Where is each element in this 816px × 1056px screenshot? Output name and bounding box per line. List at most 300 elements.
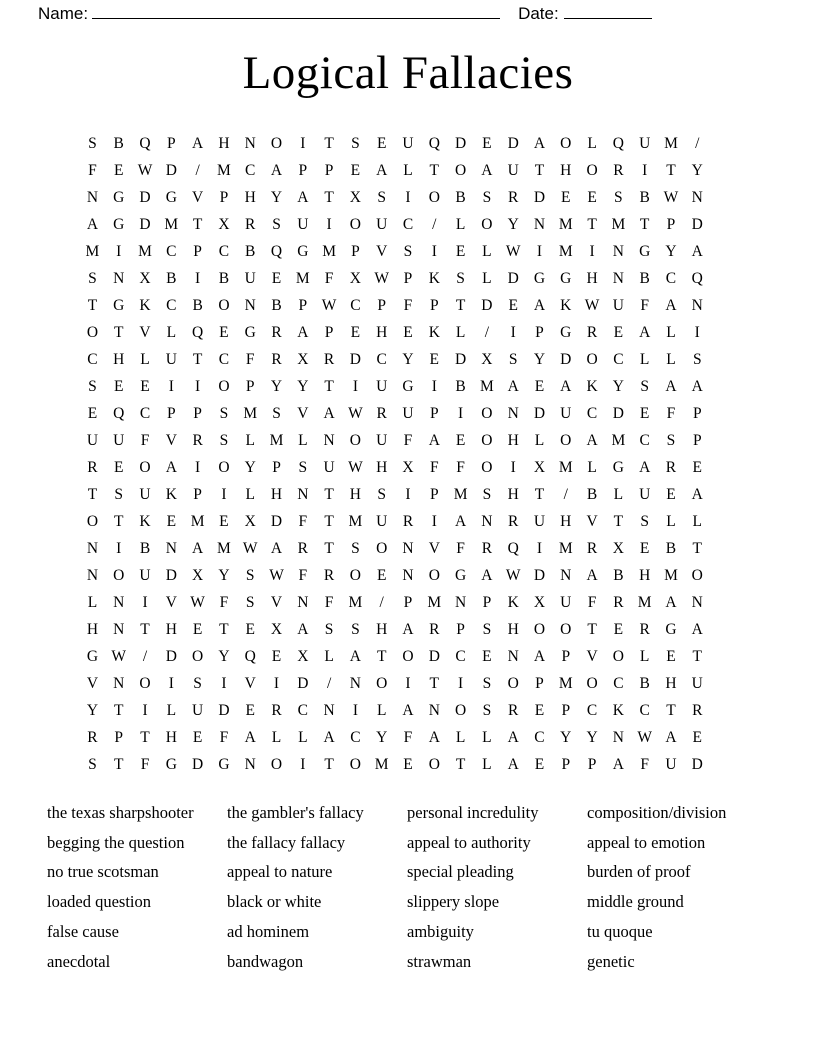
- grid-cell[interactable]: G: [113, 189, 125, 207]
- grid-cell[interactable]: M: [374, 756, 389, 774]
- grid-cell[interactable]: B: [455, 189, 466, 207]
- grid-cell[interactable]: A: [586, 432, 598, 450]
- grid-cell[interactable]: L: [298, 729, 308, 747]
- grid-cell[interactable]: S: [351, 621, 360, 639]
- grid-cell[interactable]: M: [453, 486, 468, 504]
- grid-cell[interactable]: S: [193, 675, 202, 693]
- grid-cell[interactable]: H: [86, 621, 99, 639]
- grid-cell[interactable]: K: [612, 702, 624, 720]
- grid-cell[interactable]: C: [218, 351, 230, 369]
- grid-cell[interactable]: Y: [297, 378, 309, 396]
- grid-cell[interactable]: H: [349, 486, 361, 504]
- grid-cell[interactable]: [710, 535, 736, 562]
- grid-cell[interactable]: D: [533, 405, 546, 423]
- grid-cell[interactable]: P: [692, 405, 702, 423]
- grid-cell[interactable]: C: [376, 351, 387, 369]
- grid-cell[interactable]: A: [165, 459, 177, 477]
- grid-cell[interactable]: D: [428, 648, 440, 666]
- grid-cell[interactable]: Y: [270, 189, 283, 207]
- grid-cell[interactable]: X: [244, 513, 256, 531]
- grid-cell[interactable]: D: [165, 162, 177, 180]
- grid-cell[interactable]: B: [639, 675, 650, 693]
- grid-cell[interactable]: G: [612, 459, 624, 477]
- grid-cell[interactable]: N: [454, 594, 467, 612]
- grid-cell[interactable]: P: [324, 324, 334, 342]
- grid-cell[interactable]: H: [560, 513, 572, 531]
- grid-cell[interactable]: E: [140, 378, 150, 396]
- grid-cell[interactable]: B: [113, 135, 124, 153]
- grid-cell[interactable]: E: [613, 621, 624, 639]
- grid-cell[interactable]: I: [300, 756, 306, 774]
- grid-cell[interactable]: L: [666, 324, 676, 342]
- grid-cell[interactable]: S: [640, 513, 649, 531]
- grid-cell[interactable]: D: [139, 189, 151, 207]
- grid-cell[interactable]: E: [403, 756, 413, 774]
- grid-cell[interactable]: K: [165, 486, 177, 504]
- grid-cell[interactable]: N: [402, 567, 414, 585]
- grid-cell[interactable]: O: [586, 351, 598, 369]
- grid-cell[interactable]: T: [113, 513, 124, 531]
- grid-cell[interactable]: O: [349, 756, 361, 774]
- grid-cell[interactable]: K: [428, 270, 440, 288]
- grid-cell[interactable]: H: [507, 621, 519, 639]
- grid-cell[interactable]: T: [324, 135, 334, 153]
- grid-cell[interactable]: M: [348, 513, 363, 531]
- grid-cell[interactable]: R: [323, 351, 335, 369]
- grid-cell[interactable]: F: [403, 729, 413, 747]
- grid-cell[interactable]: V: [86, 675, 99, 693]
- grid-cell[interactable]: A: [691, 621, 703, 639]
- grid-cell[interactable]: B: [613, 567, 624, 585]
- grid-cell[interactable]: B: [586, 486, 598, 504]
- grid-cell[interactable]: W: [111, 648, 127, 666]
- grid-cell[interactable]: I: [168, 675, 174, 693]
- grid-cell[interactable]: O: [481, 216, 493, 234]
- grid-cell[interactable]: /: [432, 216, 437, 234]
- grid-cell[interactable]: I: [510, 324, 516, 342]
- grid-cell[interactable]: A: [665, 378, 677, 396]
- grid-cell[interactable]: T: [692, 648, 702, 666]
- grid-cell[interactable]: I: [589, 243, 595, 261]
- grid-cell[interactable]: N: [612, 729, 624, 747]
- grid-cell[interactable]: N: [113, 594, 125, 612]
- grid-cell[interactable]: I: [352, 378, 358, 396]
- grid-cell[interactable]: T: [692, 540, 702, 558]
- grid-cell[interactable]: N: [691, 297, 703, 315]
- grid-cell[interactable]: [710, 481, 736, 508]
- grid-cell[interactable]: F: [140, 756, 150, 774]
- grid-cell[interactable]: E: [613, 324, 624, 342]
- grid-cell[interactable]: H: [113, 351, 125, 369]
- grid-cell[interactable]: U: [376, 216, 388, 234]
- grid-cell[interactable]: N: [533, 216, 546, 234]
- grid-cell[interactable]: C: [613, 675, 624, 693]
- grid-cell[interactable]: S: [324, 621, 334, 639]
- grid-cell[interactable]: Y: [402, 351, 414, 369]
- grid-cell[interactable]: P: [561, 756, 571, 774]
- grid-cell[interactable]: A: [691, 378, 703, 396]
- grid-cell[interactable]: O: [402, 648, 414, 666]
- grid-cell[interactable]: H: [586, 270, 598, 288]
- grid-cell[interactable]: G: [533, 270, 546, 288]
- grid-cell[interactable]: I: [195, 270, 201, 288]
- grid-cell[interactable]: E: [192, 729, 203, 747]
- grid-cell[interactable]: L: [87, 594, 98, 612]
- grid-cell[interactable]: G: [244, 324, 256, 342]
- grid-cell[interactable]: B: [218, 270, 230, 288]
- grid-cell[interactable]: S: [114, 486, 124, 504]
- grid-cell[interactable]: Q: [270, 243, 283, 261]
- grid-cell[interactable]: Y: [270, 378, 283, 396]
- grid-cell[interactable]: R: [508, 189, 519, 207]
- grid-cell[interactable]: A: [323, 405, 335, 423]
- grid-cell[interactable]: F: [587, 594, 597, 612]
- grid-cell[interactable]: T: [113, 324, 124, 342]
- grid-cell[interactable]: L: [587, 135, 597, 153]
- grid-cell[interactable]: F: [456, 540, 465, 558]
- grid-cell[interactable]: X: [297, 648, 309, 666]
- grid-cell[interactable]: S: [272, 216, 281, 234]
- grid-cell[interactable]: O: [481, 405, 493, 423]
- grid-cell[interactable]: O: [349, 216, 361, 234]
- grid-cell[interactable]: O: [270, 135, 283, 153]
- grid-cell[interactable]: C: [402, 216, 414, 234]
- grid-cell[interactable]: E: [219, 513, 229, 531]
- grid-cell[interactable]: E: [534, 756, 545, 774]
- grid-cell[interactable]: W: [348, 405, 363, 423]
- grid-cell[interactable]: O: [139, 459, 151, 477]
- grid-cell[interactable]: U: [639, 486, 651, 504]
- grid-cell[interactable]: G: [113, 216, 125, 234]
- grid-cell[interactable]: I: [405, 189, 411, 207]
- grid-cell[interactable]: D: [533, 567, 546, 585]
- grid-cell[interactable]: C: [166, 297, 177, 315]
- grid-cell[interactable]: R: [376, 405, 387, 423]
- grid-cell[interactable]: Q: [612, 135, 624, 153]
- grid-cell[interactable]: A: [192, 540, 204, 558]
- grid-cell[interactable]: D: [192, 756, 204, 774]
- grid-cell[interactable]: V: [376, 243, 388, 261]
- grid-cell[interactable]: E: [113, 378, 124, 396]
- grid-cell[interactable]: H: [376, 324, 388, 342]
- grid-cell[interactable]: P: [456, 621, 465, 639]
- grid-cell[interactable]: T: [140, 621, 150, 639]
- grid-cell[interactable]: A: [402, 702, 414, 720]
- grid-cell[interactable]: K: [586, 378, 598, 396]
- grid-cell[interactable]: D: [297, 675, 309, 693]
- grid-cell[interactable]: B: [665, 540, 677, 558]
- grid-cell[interactable]: U: [376, 513, 388, 531]
- grid-cell[interactable]: M: [217, 162, 231, 180]
- grid-cell[interactable]: F: [429, 459, 439, 477]
- grid-cell[interactable]: O: [218, 378, 230, 396]
- name-input-line[interactable]: [92, 5, 500, 19]
- grid-cell[interactable]: Y: [560, 729, 572, 747]
- grid-cell[interactable]: U: [113, 432, 125, 450]
- grid-cell[interactable]: E: [587, 189, 597, 207]
- grid-cell[interactable]: N: [86, 189, 99, 207]
- grid-cell[interactable]: L: [666, 351, 676, 369]
- grid-cell[interactable]: [710, 184, 736, 211]
- grid-cell[interactable]: /: [563, 486, 568, 504]
- grid-cell[interactable]: Q: [244, 648, 256, 666]
- grid-cell[interactable]: T: [587, 216, 597, 234]
- grid-cell[interactable]: P: [167, 135, 176, 153]
- grid-cell[interactable]: S: [351, 540, 360, 558]
- grid-cell[interactable]: K: [139, 297, 151, 315]
- grid-cell[interactable]: L: [692, 513, 702, 531]
- grid-cell[interactable]: L: [166, 702, 177, 720]
- grid-cell[interactable]: N: [86, 567, 99, 585]
- grid-cell[interactable]: C: [586, 405, 598, 423]
- grid-cell[interactable]: E: [271, 648, 282, 666]
- grid-cell[interactable]: O: [113, 567, 125, 585]
- grid-cell[interactable]: C: [455, 648, 466, 666]
- grid-cell[interactable]: H: [244, 189, 256, 207]
- word-search-grid[interactable]: [79, 130, 736, 778]
- grid-cell[interactable]: O: [86, 324, 99, 342]
- grid-cell[interactable]: U: [323, 459, 335, 477]
- grid-cell[interactable]: H: [665, 675, 677, 693]
- grid-cell[interactable]: P: [219, 189, 229, 207]
- grid-cell[interactable]: P: [403, 594, 413, 612]
- grid-cell[interactable]: T: [324, 486, 334, 504]
- grid-cell[interactable]: C: [350, 297, 361, 315]
- grid-cell[interactable]: D: [165, 648, 177, 666]
- grid-cell[interactable]: E: [376, 567, 387, 585]
- grid-cell[interactable]: [710, 427, 736, 454]
- grid-cell[interactable]: /: [142, 648, 148, 666]
- grid-cell[interactable]: W: [505, 243, 521, 261]
- grid-cell[interactable]: C: [350, 729, 361, 747]
- grid-cell[interactable]: C: [613, 351, 624, 369]
- grid-cell[interactable]: O: [270, 756, 283, 774]
- grid-cell[interactable]: N: [481, 513, 493, 531]
- grid-cell[interactable]: U: [507, 162, 519, 180]
- grid-cell[interactable]: P: [298, 162, 308, 180]
- grid-cell[interactable]: C: [534, 729, 545, 747]
- grid-cell[interactable]: H: [507, 432, 519, 450]
- grid-cell[interactable]: B: [166, 270, 177, 288]
- grid-cell[interactable]: E: [271, 270, 282, 288]
- grid-cell[interactable]: A: [349, 648, 361, 666]
- grid-cell[interactable]: P: [692, 432, 702, 450]
- grid-cell[interactable]: S: [377, 189, 386, 207]
- grid-cell[interactable]: U: [560, 405, 572, 423]
- grid-cell[interactable]: E: [692, 729, 702, 747]
- grid-cell[interactable]: A: [560, 378, 572, 396]
- grid-cell[interactable]: F: [403, 297, 413, 315]
- grid-cell[interactable]: /: [484, 324, 490, 342]
- grid-cell[interactable]: Y: [86, 702, 99, 720]
- grid-cell[interactable]: L: [166, 324, 177, 342]
- grid-cell[interactable]: G: [165, 189, 177, 207]
- grid-cell[interactable]: E: [455, 243, 466, 261]
- grid-cell[interactable]: B: [455, 378, 466, 396]
- grid-cell[interactable]: U: [402, 405, 414, 423]
- grid-cell[interactable]: R: [508, 702, 519, 720]
- grid-cell[interactable]: U: [639, 135, 651, 153]
- grid-cell[interactable]: E: [482, 135, 492, 153]
- grid-cell[interactable]: E: [192, 621, 203, 639]
- grid-cell[interactable]: R: [586, 324, 598, 342]
- grid-cell[interactable]: X: [402, 459, 414, 477]
- grid-cell[interactable]: O: [691, 567, 703, 585]
- grid-cell[interactable]: H: [165, 621, 177, 639]
- grid-cell[interactable]: O: [376, 540, 388, 558]
- grid-cell[interactable]: V: [165, 432, 177, 450]
- grid-cell[interactable]: R: [613, 162, 624, 180]
- grid-cell[interactable]: M: [269, 432, 284, 450]
- grid-cell[interactable]: R: [323, 567, 335, 585]
- grid-cell[interactable]: I: [116, 540, 122, 558]
- grid-cell[interactable]: N: [113, 675, 125, 693]
- grid-cell[interactable]: W: [505, 567, 521, 585]
- grid-cell[interactable]: I: [116, 243, 122, 261]
- grid-cell[interactable]: I: [142, 702, 148, 720]
- grid-cell[interactable]: F: [640, 297, 649, 315]
- grid-cell[interactable]: O: [560, 621, 572, 639]
- grid-cell[interactable]: A: [192, 135, 204, 153]
- grid-cell[interactable]: F: [324, 594, 334, 612]
- grid-cell[interactable]: P: [193, 405, 202, 423]
- grid-cell[interactable]: X: [270, 621, 283, 639]
- grid-cell[interactable]: N: [507, 648, 519, 666]
- grid-cell[interactable]: I: [431, 513, 437, 531]
- grid-cell[interactable]: T: [429, 162, 440, 180]
- grid-cell[interactable]: G: [639, 243, 651, 261]
- grid-cell[interactable]: /: [326, 675, 332, 693]
- grid-cell[interactable]: D: [533, 189, 546, 207]
- grid-cell[interactable]: [710, 697, 736, 724]
- grid-cell[interactable]: F: [324, 270, 334, 288]
- grid-cell[interactable]: Y: [691, 162, 703, 180]
- grid-cell[interactable]: D: [691, 756, 703, 774]
- grid-cell[interactable]: M: [558, 459, 573, 477]
- grid-cell[interactable]: T: [429, 675, 440, 693]
- grid-cell[interactable]: F: [245, 351, 255, 369]
- grid-cell[interactable]: E: [482, 648, 492, 666]
- grid-cell[interactable]: S: [482, 702, 492, 720]
- grid-cell[interactable]: O: [428, 567, 440, 585]
- grid-cell[interactable]: L: [587, 459, 597, 477]
- grid-cell[interactable]: E: [508, 297, 518, 315]
- grid-cell[interactable]: E: [113, 162, 124, 180]
- grid-cell[interactable]: M: [295, 270, 310, 288]
- grid-cell[interactable]: E: [403, 324, 413, 342]
- grid-cell[interactable]: F: [403, 432, 413, 450]
- grid-cell[interactable]: N: [507, 405, 519, 423]
- grid-cell[interactable]: Q: [507, 540, 519, 558]
- grid-cell[interactable]: R: [271, 702, 282, 720]
- grid-cell[interactable]: A: [665, 594, 677, 612]
- grid-cell[interactable]: [710, 616, 736, 643]
- grid-cell[interactable]: P: [351, 243, 360, 261]
- grid-cell[interactable]: Y: [244, 459, 256, 477]
- grid-cell[interactable]: P: [429, 297, 439, 315]
- grid-cell[interactable]: E: [666, 648, 676, 666]
- grid-cell[interactable]: O: [349, 567, 361, 585]
- grid-cell[interactable]: M: [85, 243, 100, 261]
- grid-cell[interactable]: F: [298, 513, 308, 531]
- grid-cell[interactable]: A: [297, 324, 309, 342]
- grid-cell[interactable]: W: [374, 270, 390, 288]
- grid-cell[interactable]: N: [612, 243, 624, 261]
- grid-cell[interactable]: W: [663, 189, 679, 207]
- grid-cell[interactable]: A: [586, 567, 598, 585]
- grid-cell[interactable]: L: [639, 648, 650, 666]
- grid-cell[interactable]: D: [218, 702, 230, 720]
- grid-cell[interactable]: A: [507, 729, 519, 747]
- grid-cell[interactable]: O: [454, 162, 467, 180]
- grid-cell[interactable]: N: [113, 270, 125, 288]
- grid-cell[interactable]: R: [87, 729, 98, 747]
- grid-cell[interactable]: I: [326, 216, 332, 234]
- grid-cell[interactable]: G: [560, 270, 572, 288]
- grid-cell[interactable]: E: [561, 189, 571, 207]
- grid-cell[interactable]: N: [244, 135, 256, 153]
- grid-cell[interactable]: R: [271, 324, 282, 342]
- grid-cell[interactable]: H: [376, 459, 388, 477]
- grid-cell[interactable]: A: [691, 486, 703, 504]
- grid-cell[interactable]: P: [561, 702, 571, 720]
- grid-cell[interactable]: M: [164, 216, 179, 234]
- grid-cell[interactable]: B: [639, 189, 650, 207]
- grid-cell[interactable]: C: [245, 162, 256, 180]
- grid-cell[interactable]: G: [402, 378, 414, 396]
- grid-cell[interactable]: I: [536, 243, 543, 261]
- grid-cell[interactable]: S: [482, 621, 492, 639]
- grid-cell[interactable]: G: [665, 621, 677, 639]
- grid-cell[interactable]: T: [87, 297, 98, 315]
- grid-cell[interactable]: S: [692, 351, 702, 369]
- grid-cell[interactable]: T: [219, 621, 229, 639]
- grid-cell[interactable]: Q: [139, 135, 151, 153]
- grid-cell[interactable]: E: [113, 459, 124, 477]
- grid-cell[interactable]: X: [139, 270, 151, 288]
- grid-cell[interactable]: M: [322, 243, 336, 261]
- grid-cell[interactable]: [710, 670, 736, 697]
- grid-cell[interactable]: T: [87, 486, 98, 504]
- grid-cell[interactable]: S: [482, 486, 492, 504]
- grid-cell[interactable]: A: [402, 621, 414, 639]
- grid-cell[interactable]: C: [639, 432, 650, 450]
- grid-cell[interactable]: H: [639, 567, 651, 585]
- grid-cell[interactable]: I: [431, 378, 437, 396]
- grid-cell[interactable]: S: [298, 459, 308, 477]
- grid-cell[interactable]: E: [455, 432, 466, 450]
- grid-cell[interactable]: A: [533, 297, 546, 315]
- grid-cell[interactable]: I: [431, 243, 437, 261]
- grid-cell[interactable]: P: [167, 405, 176, 423]
- grid-cell[interactable]: U: [376, 432, 388, 450]
- grid-cell[interactable]: P: [193, 243, 202, 261]
- grid-cell[interactable]: D: [165, 567, 177, 585]
- grid-cell[interactable]: N: [323, 702, 335, 720]
- grid-cell[interactable]: R: [665, 459, 677, 477]
- grid-cell[interactable]: S: [508, 351, 518, 369]
- grid-cell[interactable]: L: [534, 432, 545, 450]
- grid-cell[interactable]: D: [270, 513, 283, 531]
- grid-cell[interactable]: /: [195, 162, 200, 180]
- grid-cell[interactable]: L: [403, 162, 413, 180]
- grid-cell[interactable]: H: [560, 162, 572, 180]
- grid-cell[interactable]: R: [402, 513, 414, 531]
- grid-cell[interactable]: N: [691, 189, 703, 207]
- grid-cell[interactable]: O: [507, 675, 519, 693]
- grid-cell[interactable]: O: [376, 675, 388, 693]
- grid-cell[interactable]: U: [691, 675, 703, 693]
